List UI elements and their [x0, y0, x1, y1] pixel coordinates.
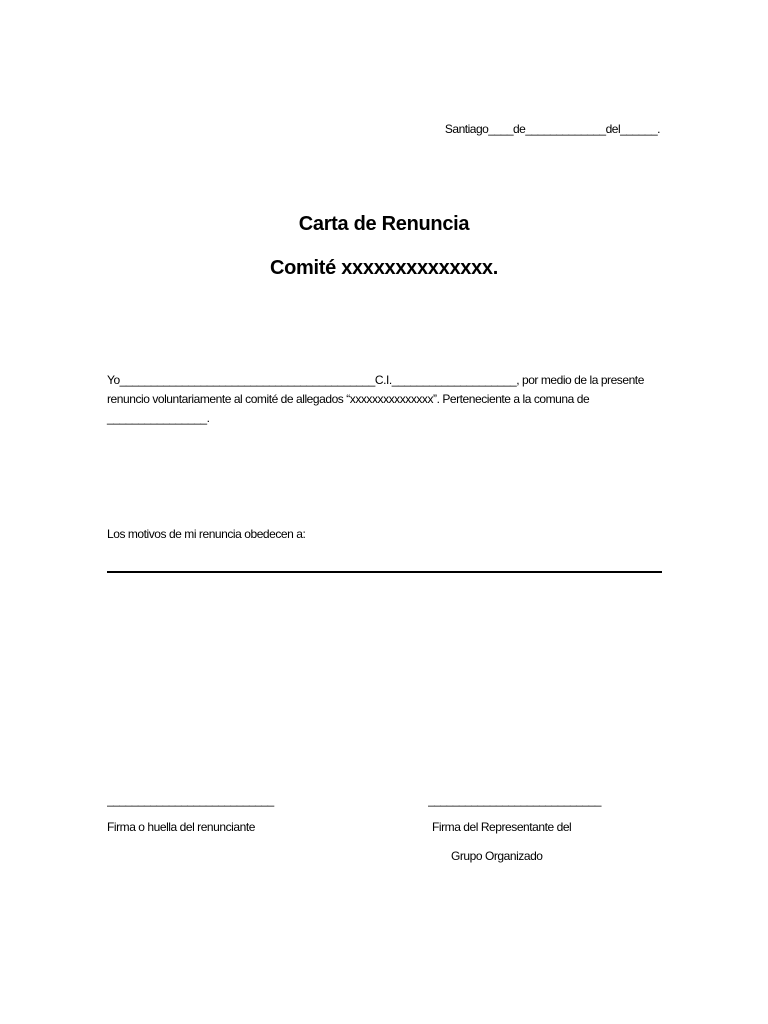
place-date-line: Santiago____de_____________del______. [444, 122, 660, 136]
reasons-rule-line [107, 571, 662, 573]
reasons-label: Los motivos de mi renuncia obedecen a: [107, 527, 306, 541]
resignee-signature-label: Firma o huella del renunciante [107, 820, 255, 834]
resignation-paragraph: Yo_________________________________________C.I.____________________, por medio de la presente renuncio voluntariamente al comité de allegados “xxxxxxxxxxxxxxx”. Perteneciente a la comuna de ________________. [107, 373, 644, 425]
resignee-signature-line: ___________________________ [107, 793, 274, 807]
representative-signature-label: Firma del Representante del [432, 820, 572, 834]
document-subtitle: Comité xxxxxxxxxxxxxx. [269, 257, 499, 279]
document-title: Carta de Renuncia [298, 213, 470, 235]
representative-group-label: Grupo Organizado [451, 849, 543, 863]
representative-signature-line: ____________________________ [428, 793, 601, 807]
